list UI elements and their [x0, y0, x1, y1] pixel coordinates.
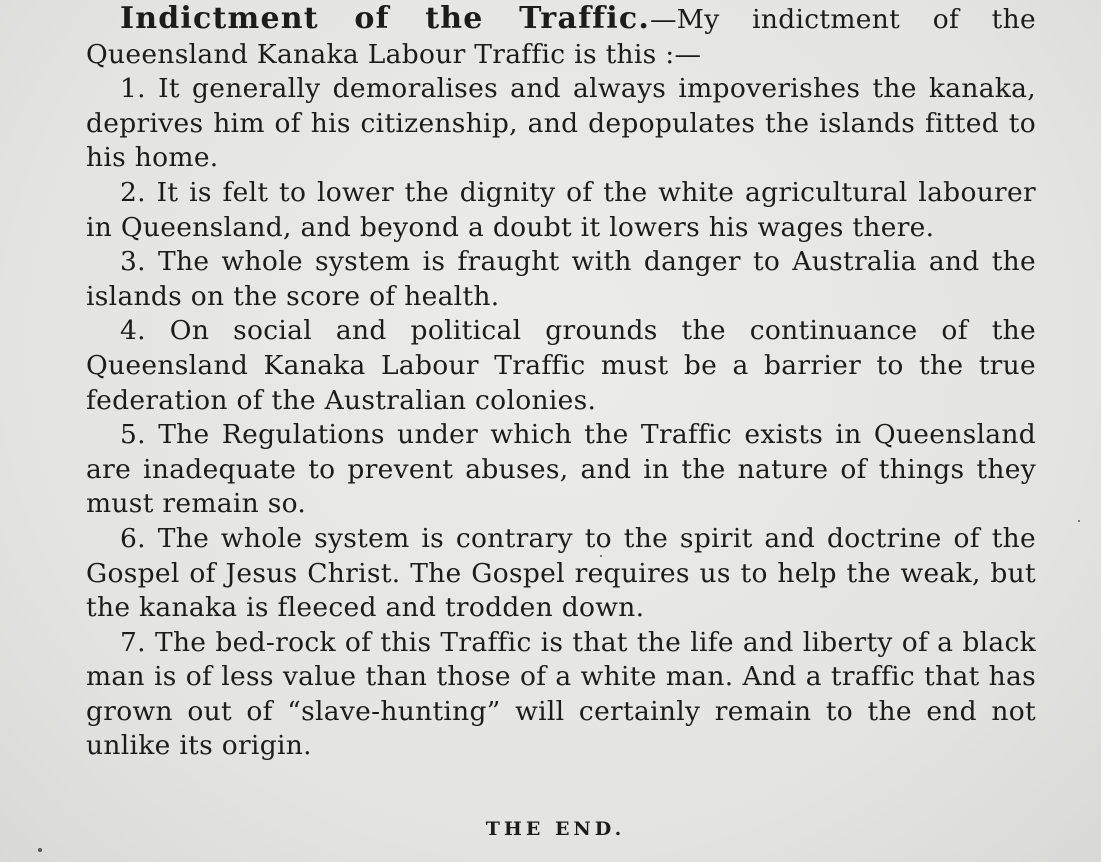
point-text: On social and political grounds the continuance of the Queensland Kanaka Labour Traffic must be a barrier to the true federation of the Australian colonies. — [86, 315, 1036, 416]
scan-speck — [1078, 520, 1080, 522]
point-number: 6. — [120, 522, 146, 554]
indictment-point-7 — [86, 626, 1036, 764]
indictment-point-3 — [86, 245, 1036, 314]
point-number: 4. — [120, 315, 146, 347]
point-text: It is felt to lower the dignity of the white agricultural labourer in Queensland, and beyond a doubt it lowers his wages there. — [86, 176, 1036, 243]
point-number: 5. — [120, 419, 146, 451]
indictment-point-2 — [86, 176, 1036, 245]
section-heading: Indictment of the Traffic. — [120, 1, 650, 36]
indictment-point-6 — [86, 522, 1036, 626]
scan-speck — [38, 848, 42, 852]
point-text: The bed-rock of this Traffic is that the life and liberty of a black man is of less value than those of a white man. And a traffic that has grown out of “slave-hunting” will certainly remain to the end not unlike its origin. — [86, 626, 1036, 762]
point-number: 7. — [120, 626, 146, 658]
point-text: The Regulations under which the Traffic exists in Queensland are inadequate to prevent abuses, and in the nature of things they must remain so. — [86, 419, 1036, 520]
document-body — [86, 2, 1036, 764]
scan-speck — [600, 555, 602, 557]
point-text: The whole system is fraught with danger to Australia and the islands on the score of health. — [86, 246, 1036, 312]
intro-paragraph — [86, 2, 1036, 72]
intro-text: —My indictment of the Queensland Kanaka Labour Traffic is this :— — [86, 4, 1036, 70]
indictment-point-4 — [86, 314, 1036, 418]
indictment-point-1 — [86, 72, 1036, 176]
point-number: 1. — [120, 73, 146, 105]
point-text: It generally demoralises and always impoverishes the kanaka, deprives him of his citizenship, and depopulates the islands fitted to his home. — [86, 73, 1036, 174]
indictment-point-5 — [86, 418, 1036, 522]
point-number: 2. — [120, 176, 146, 208]
point-text: The whole system is contrary to the spirit and doctrine of the Gospel of Jesus Christ. The Gospel requires us to help the weak, but the kanaka is fleeced and trodden down. — [86, 522, 1036, 624]
closing-text: THE END. — [485, 818, 626, 840]
point-number: 3. — [120, 246, 146, 278]
